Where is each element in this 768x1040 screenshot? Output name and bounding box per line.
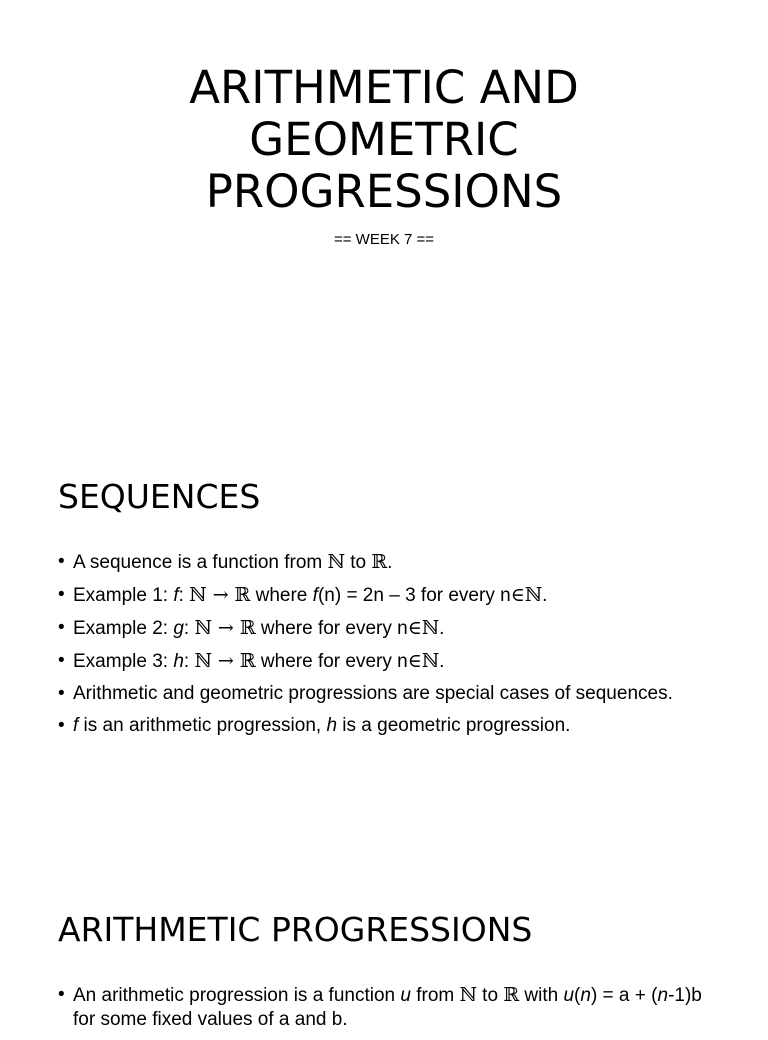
ap-bullet-list — [58, 983, 718, 1040]
bullet-ap-definition: • An arithmetic progression is a function u from ℕ to ℝ with u(n) = a + (n-1)b for some fixed values of a and b. — [58, 983, 718, 1032]
title-line-2: GEOMETRIC — [249, 113, 519, 166]
bullet-special-cases: • Arithmetic and geometric progressions are special cases of sequences. — [58, 682, 718, 706]
bullet-example-3: • Example 3: h: ℕ → ℝ where for every n∈ℕ. — [58, 649, 718, 674]
sequences-bullet-list — [58, 550, 718, 746]
bullet-example-2: • Example 2: g: ℕ → ℝ where for every n∈ℕ. — [58, 616, 718, 641]
subtitle-week: == WEEK 7 == — [333, 231, 435, 248]
bullet-definition: • A sequence is a function from ℕ to ℝ. — [58, 550, 718, 575]
arithmetic-progressions-heading: ARITHMETIC PROGRESSIONS — [58, 910, 533, 949]
sequences-heading: SEQUENCES — [58, 477, 261, 516]
title-line-1: ARITHMETIC AND — [189, 61, 579, 114]
bullet-example-1: • Example 1: f: ℕ → ℝ where f(n) = 2n – 3 for every n∈ℕ. — [58, 583, 718, 608]
bullet-f-and-h: • f is an arithmetic progression, h is a geometric progression. — [58, 714, 718, 738]
title-line-3: PROGRESSIONS — [205, 165, 563, 218]
